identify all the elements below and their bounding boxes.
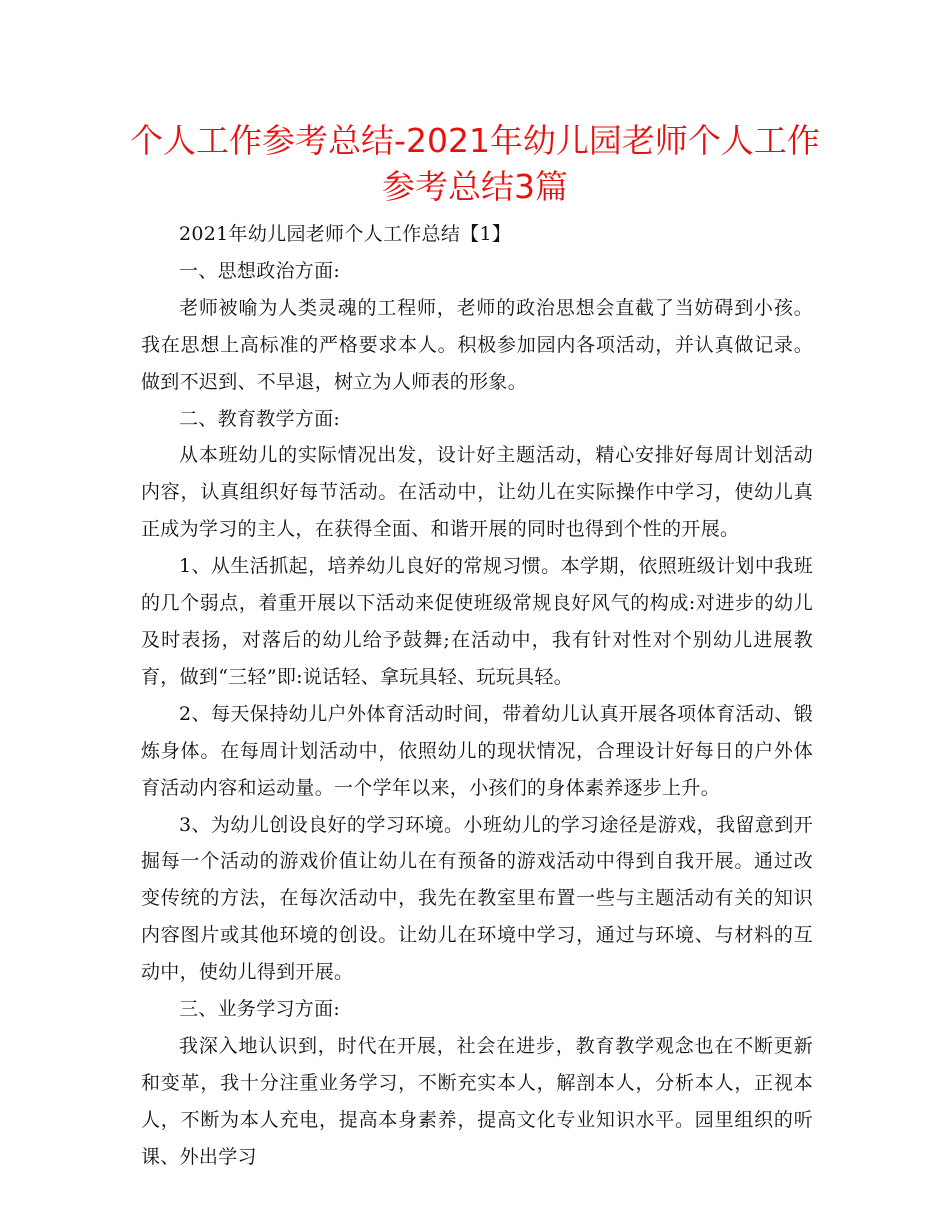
section-heading-article-1: 2021年幼儿园老师个人工作总结【1】 bbox=[179, 223, 512, 245]
paragraph-item-3: 3、为幼儿创设良好的学习环境。小班幼儿的学习途径是游戏，我留意到开掘每一个活动的游戏价值让幼儿在有预备的游戏活动中得到自我开展。通过改变传统的方法，在每次活动中，我先在教室里布置一些与主题活动有关的知识内容图片或其他环境的创设。让幼儿在环境中学习，通过与环境、与材料的互动中，使幼儿得到开展。 bbox=[141, 813, 813, 984]
section-heading-study: 三、业务学习方面: bbox=[179, 998, 341, 1021]
section-heading-teaching: 二、教育教学方面: bbox=[179, 407, 341, 430]
paragraph-study: 我深入地认识到，时代在开展，社会在进步，教育教学观念也在不断更新和变革，我十分注重业务学习，不断充实本人，解剖本人，分析本人，正视本人，不断为本人充电，提高本身素养，提高文化专业知识水平。园里组织的听课、外出学习 bbox=[141, 1034, 813, 1168]
section-heading-political: 一、思想政治方面: bbox=[179, 259, 341, 282]
paragraph-teaching: 从本班幼儿的实际情况出发，设计好主题活动，精心安排好每周计划活动内容，认真组织好每节活动。在活动中，让幼儿在实际操作中学习，使幼儿真正成为学习的主人，在获得全面、和谐开展的同时也得到个性的开展。 bbox=[141, 444, 813, 541]
paragraph-political: 老师被喻为人类灵魂的工程师，老师的政治思想会直截了当妨碍到小孩。我在思想上高标准的严格要求本人。积极参加园内各项活动，并认真做记录。做到不迟到、不早退，树立为人师表的形象。 bbox=[141, 296, 813, 393]
paragraph-item-2: 2、每天保持幼儿户外体育活动时间，带着幼儿认真开展各项体育活动、锻炼身体。在每周计划活动中，依照幼儿的现状情况，合理设计好每日的户外体育活动内容和运动量。一个学年以来，小孩们的身体素养逐步上升。 bbox=[141, 702, 813, 799]
paragraph-item-1: 1、从生活抓起，培养幼儿良好的常规习惯。本学期，依照班级计划中我班的几个弱点，着重开展以下活动来促使班级常规良好风气的构成:对进步的幼儿及时表扬，对落后的幼儿给予鼓舞;在活动中，我有针对性对个别幼儿进展教育，做到“三轻”即:说话轻、拿玩具轻、玩玩具轻。 bbox=[141, 555, 813, 688]
document-body bbox=[141, 216, 813, 1176]
document-title: 个人工作参考总结-2021年幼儿园老师个人工作参考总结3篇 bbox=[130, 121, 820, 206]
